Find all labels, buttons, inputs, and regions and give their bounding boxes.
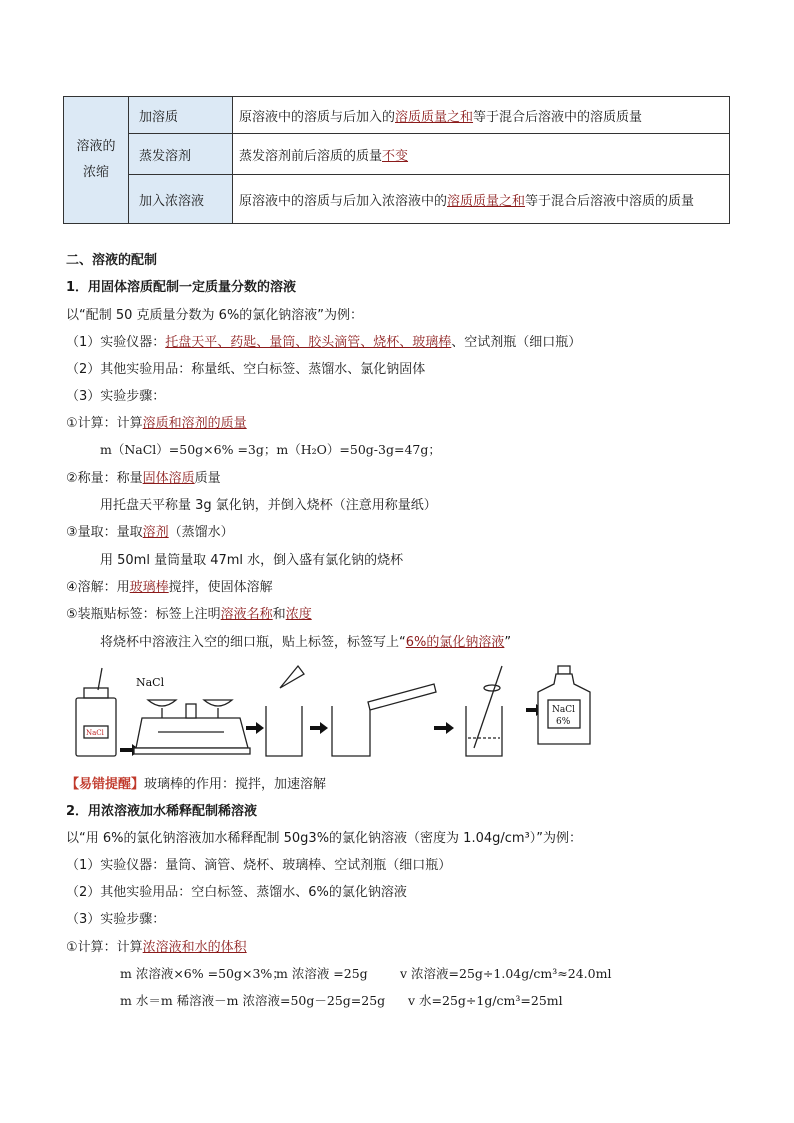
reagent-jar-icon	[76, 668, 116, 756]
beaker-cylinder-icon	[332, 684, 436, 756]
desc-text: 等于混合后溶液中的溶质质量	[473, 109, 643, 125]
part2-instruments: （1）实验仪器：量筒、滴管、烧杯、玻璃棒、空试剂瓶（细口瓶）	[66, 858, 452, 873]
op-label: 蒸发溶剂	[139, 148, 192, 164]
desc-key: 溶质质量之和	[395, 109, 474, 125]
formula-1a: m 浓溶液×6% =50g×3%；	[120, 966, 285, 981]
jar-label: NaCl	[86, 729, 104, 737]
beaker-paper-icon	[266, 666, 304, 756]
bottle-label-conc: 6%	[556, 717, 571, 727]
desc-key: 溶质质量之和	[447, 193, 526, 209]
tip: 【易错提醒】玻璃棒的作用：搅拌，加速溶解	[66, 777, 327, 792]
procedure-figure	[62, 660, 602, 765]
part1-instruments: （1）实验仪器：托盘天平、药匙、量筒、胶头滴管、烧杯、玻璃棒、空试剂瓶（细口瓶）	[66, 335, 582, 350]
step-measure-detail: 用 50ml 量筒量取 47ml 水，倒入盛有氯化钠的烧杯	[100, 553, 404, 568]
desc-text: 蒸发溶剂前后溶质的质量	[239, 148, 383, 164]
part2-other: （2）其他实验用品：空白标签、蒸馏水、6%的氯化钠溶液	[66, 885, 407, 900]
table-op-cell	[129, 134, 233, 175]
op-label: 加入浓溶液	[139, 193, 205, 209]
bottle-label-name: NaCl	[552, 705, 576, 715]
step2-calc: ①计算：计算浓溶液和水的体积	[66, 940, 247, 955]
formula-2b: v 水=25g÷1g/cm³=25ml	[408, 993, 563, 1008]
formula-1b: m 浓溶液 =25g	[276, 966, 368, 981]
step-measure: ③量取：量取溶剂（蒸馏水）	[66, 525, 234, 540]
step-label-detail: 将烧杯中溶液注入空的细口瓶，贴上标签，标签写上“6%的氯化钠溶液”	[100, 635, 512, 650]
arrow-icon	[246, 722, 264, 734]
table-header: 溶液的浓缩	[76, 139, 116, 180]
concentration-table	[63, 96, 730, 224]
step-dissolve: ④溶解：用玻璃棒搅拌，使固体溶解	[66, 580, 273, 595]
part1-intro: 以“配制 50 克质量分数为 6%的氯化钠溶液”为例：	[66, 308, 364, 323]
beaker-stir-icon	[466, 666, 502, 756]
arrow-icon	[310, 722, 328, 734]
step-calc-formula: m（NaCl）=50g×6% =3g；m（H₂O）=50g-3g=47g；	[100, 442, 441, 457]
desc-text: 原溶液中的溶质与后加入的	[239, 109, 396, 125]
table-desc-cell	[233, 97, 730, 134]
op-label: 加溶质	[139, 109, 179, 125]
balance-label: NaCl	[136, 676, 165, 689]
table-header-cell	[64, 97, 129, 224]
desc-text: 原溶液中的溶质与后加入浓溶液中的	[239, 193, 448, 209]
formula-1c: v 浓溶液=25g÷1.04g/cm³≈24.0ml	[400, 966, 612, 981]
table-desc-cell	[233, 134, 730, 175]
step-weigh: ②称量：称量固体溶质质量	[66, 471, 221, 486]
arrow-icon	[434, 722, 454, 734]
table-op-cell	[129, 175, 233, 224]
section-title: 二、溶液的配制	[66, 253, 158, 268]
part2-intro: 以“用 6%的氯化钠溶液加水稀释配制 50g3%的氯化钠溶液（密度为 1.04g/cm³）”为例：	[66, 831, 583, 846]
desc-key: 不变	[382, 148, 409, 164]
part2-title: 2．用浓溶液加水稀释配制稀溶液	[66, 804, 258, 819]
balance-icon	[134, 700, 250, 754]
step-weigh-detail: 用托盘天平称量 3g 氯化钠，并倒入烧杯（注意用称量纸）	[100, 498, 437, 513]
table-desc-cell	[233, 175, 730, 224]
part1-title: 1．用固体溶质配制一定质量分数的溶液	[66, 280, 297, 295]
part1-other: （2）其他实验用品：称量纸、空白标签、蒸馏水、氯化钠固体	[66, 362, 426, 377]
table-op-cell	[129, 97, 233, 134]
step-calc: ①计算：计算溶质和溶剂的质量	[66, 416, 247, 431]
part2-steps: （3）实验步骤：	[66, 912, 166, 927]
part1-steps: （3）实验步骤：	[66, 389, 166, 404]
formula-2a: m 水＝m 稀溶液－m 浓溶液=50g－25g=25g	[120, 993, 386, 1008]
desc-text: 等于混合后溶液中溶质的质量	[525, 193, 695, 209]
step-label: ⑤装瓶贴标签：标签上注明溶液名称和浓度	[66, 607, 312, 622]
